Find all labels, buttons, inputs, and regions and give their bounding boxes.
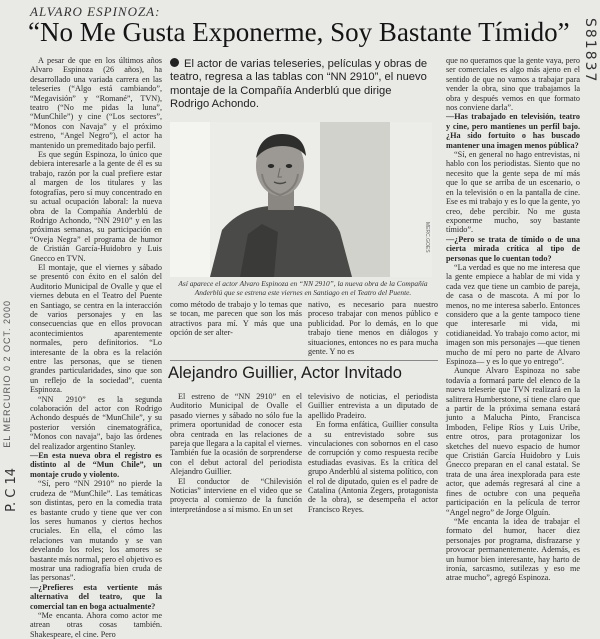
paragraph: “La verdad es que no me interesa que la gente empiece a hablar de mi vida y cada vez que tiene un cambio de pareja, de casa o de mascota. A mí por lo menos, no me interesa saberlo. Entonces considero que a la gente tampoco tiene que interesarle mi vida, mi cotidianeidad. Yo trabajo como actor, mi imagen son mis personajes —que tienen mucho de mí pero no parte de Alvaro Espinoza— y es lo que yo entrego”.: [446, 262, 580, 366]
paragraph: El montaje, que el viernes y sábado se presentó con éxito en el salón del Auditorio Municipal de Ovalle y que el viernes debuta en el Teatro del Puente en Santiago, se centra en la interacción de varios personajes y en las consecuencias que en ellos provocan acontecimientos aparentemente normales, pero definitorios. “Lo interesante de la obra es la relación entre las personas, que se tienen grandes particularidades, sino que son un reflejo de la sociedad”, cuenta Espinoza.: [30, 262, 162, 395]
paragraph: “Sí, en general no hago entrevistas, ni hablo con los periodistas. Siento que no necesito que la gente sepa de mí más que lo que se arriba de un escenario, o en la televisión o en la pantalla de cine. Ese es mi trabajo y es lo que la gente, yo creo, debe percibir. No me gusta exponerme mucho, soy bastante tímido”.: [446, 150, 580, 235]
interview-question: —¿Pero se trata de tímido o de una cierta mirada crítica al tipo de personas que lo cuentan todo?: [446, 234, 580, 263]
sidebar-column-2: [308, 392, 438, 534]
paragraph: “Sí, pero “NN 2910” no pierde la crudeza de “MunChile”. Las temáticas son distintas, pero en la comedia trata es bastante crudo y tiene que ver con los seres humanos y ciertos hechos cruciales. En ella, el cómo las relaciones van mutando y se van develando los roles; los amores se bastante más normal, pero el objetivo es mostrar una radiografía bien cruda de las personas”.: [30, 479, 162, 583]
sidebar-headline: Alejandro Guillier, Actor Invitado: [168, 364, 402, 382]
paragraph: A pesar de que en los últimos años Alvaro Espinoza (26 años), ha desarrollado una variada carrera en las teleseries (“Algo está cambiando”, “Megavisión” y “Romané”, TVN), teatro (“No me pidas la luna”, “MunChile”) y cine (“Los sectores”, “Monos con Navaja” y el próximo estreno, “Angel Negro”), el actor ha mantenido un premeditado bajo perfil.: [30, 56, 162, 150]
article-column-2: [170, 300, 302, 358]
actor-photo: [170, 122, 432, 277]
article-deck: [170, 58, 432, 112]
paragraph: “Me encanta. Ahora como actor me atrean otras cosas también. Shakespeare, el cine. Pero: [30, 610, 162, 639]
actor-photo-illustration: [170, 122, 432, 277]
divider: [170, 360, 438, 361]
handwritten-annotation-right: S81837: [582, 18, 598, 84]
article-column-1: [30, 56, 162, 639]
paragraph: que no queramos que la gente vaya, pero ser comerciales es algo más ajeno en el sentido de que no vamos a trabajar para vender la obra, sino que trabajamos la obra y después vemos en que formato nos conviene darla”.: [446, 56, 580, 113]
paragraph: “Me encanta la idea de trabajar el formato del humor, hacer diez personajes por programa, disfrazarse y provocar permanentemente. Además, es un humor bien interesante, hay harto de ironía, sarcasmo, sutilezas y eso me atrae mucho”, agregó Espinoza.: [446, 516, 580, 583]
deck-text: El actor de varias teleseries, películas y obras de teatro, regresa a las tablas con “NN 2910”, el nuevo montaje de la Compañía Anderblú que dirige Rodrigo Achondo.: [170, 58, 428, 111]
paragraph: Es que según Espinoza, lo único que debiera interesarle a la gente de él es su trabajo, razón por la cual prefiere estar al margen de los titulares y las fotografías, pero sí muy concentrado en su actual ocupación laboral: la nueva obra de la Compañía Anderblú de Rodrigo Achondo, “NN 2910” y en las próximas semanas, su participación en “Oveja Negra” el programa de humor de Cristián García-Huidobro y Luis Gnecco en TVN.: [30, 150, 162, 263]
interview-question: —¿Prefieres esta vertiente más alternativa del teatro, que la comercial tan en boga actualmente?: [30, 582, 162, 611]
paragraph: El conductor de “Chilevisión Noticias” interviene en el video que se proyecta al comienzo de la función interpretándose a sí mismo. En un set: [170, 476, 302, 514]
article-column-2b: [308, 300, 438, 358]
photo-credit: MERC.GOES: [424, 222, 430, 253]
margin-source-text: EL MERCURIO 0 2 OCT. 2000: [2, 300, 12, 448]
paragraph: como método de trabajo y lo temas que se tocan, me parecen que son los más atractivos para mí. Y más que una opción de ser alter-: [170, 300, 302, 338]
paragraph: televisivo de noticias, el periodista Guillier entrevista a un diputado de apellido Pradeiro.: [308, 392, 438, 420]
paragraph: El estreno de “NN 2910” en el Auditorio Municipal de Ovalle el pasado viernes y sábado no sólo fue la primera oportunidad de conocer esta obra centrada en las relaciones de pareja que llegara a la capital el viernes. También fue la ocasión de sorprenderse con el debut actoral del periodista Alejandro Guillier.: [170, 392, 302, 477]
headline: “No Me Gusta Exponerme, Soy Bastante Tímido”: [28, 17, 570, 47]
paragraph: “NN 2910” es la segunda colaboración del actor con Rodrigo Achondo después de “MunChile”, y su posterior versión cinematográfica, “Monos con navaja”, bajo las órdenes del realizador argentino Stanley.: [30, 394, 162, 451]
interview-question: —Has trabajado en televisión, teatro y cine, pero mantienes un perfil bajo. ¿Ha sido fortuito o has buscado mantener una imagen menos pública?: [446, 112, 580, 150]
paragraph: nativo, es necesario para nuestro proceso trabajar con menos público e publicidad. Por lo demás, en lo que trabajo tiene menos en diálogos y situaciones, entonces no es para mucha gente. Y no es: [308, 300, 438, 357]
handwritten-annotation-left: P. C 14: [4, 468, 19, 512]
byline: ALVARO ESPINOZA:: [30, 4, 161, 19]
sidebar-column-1: [170, 392, 302, 534]
photo-caption: Así aparece el actor Alvaro Espinoza en “NN 2910”, la nueva obra de la Compañía Anderblú que se estrena este viernes en Santiago en el Teatro del Puente.: [178, 279, 428, 297]
article-column-4: [446, 56, 580, 583]
paragraph: Aunque Alvaro Espinoza no sabe todavía a formará parte del elenco de la nueva teleserie que TVN realizará en la salitrera Humberstone, sí tiene claro que a partir de la próxima semana estará junto a Malucha Pinto, Francisca Imboden, Felipe Ríos y Luis Uribe, entre otros, para protagonizar los sketches del nuevo espacio de humor que Cristián García Huidobro y Luis Gnecco preparan en el canal estatal. Se trata de una área inexplorada para este actor, que además regresará al cine a fines de octubre con una pequeña participación en la película de terror “Angel negro” de Jorge Olguín.: [446, 366, 580, 517]
interview-question: —En esta nueva obra el registro es distinto al de “Mun Chile”, un montaje crudo y violento.: [30, 451, 162, 479]
paragraph: En forma enfática, Guillier consulta a su entrevistado sobre sus vinculaciones con sobornos en el caso de corrupción y como respuesta recibe estudiadas evasivas. Es la crítica del grupo Anderblú al sistema político, con el rol de diputado, quien es el padre de Catalina (Antonia Zegers, protagonista de la obra), se desempeña el actor Francisco Reyes.: [308, 420, 438, 514]
bullet-icon: [170, 58, 179, 67]
